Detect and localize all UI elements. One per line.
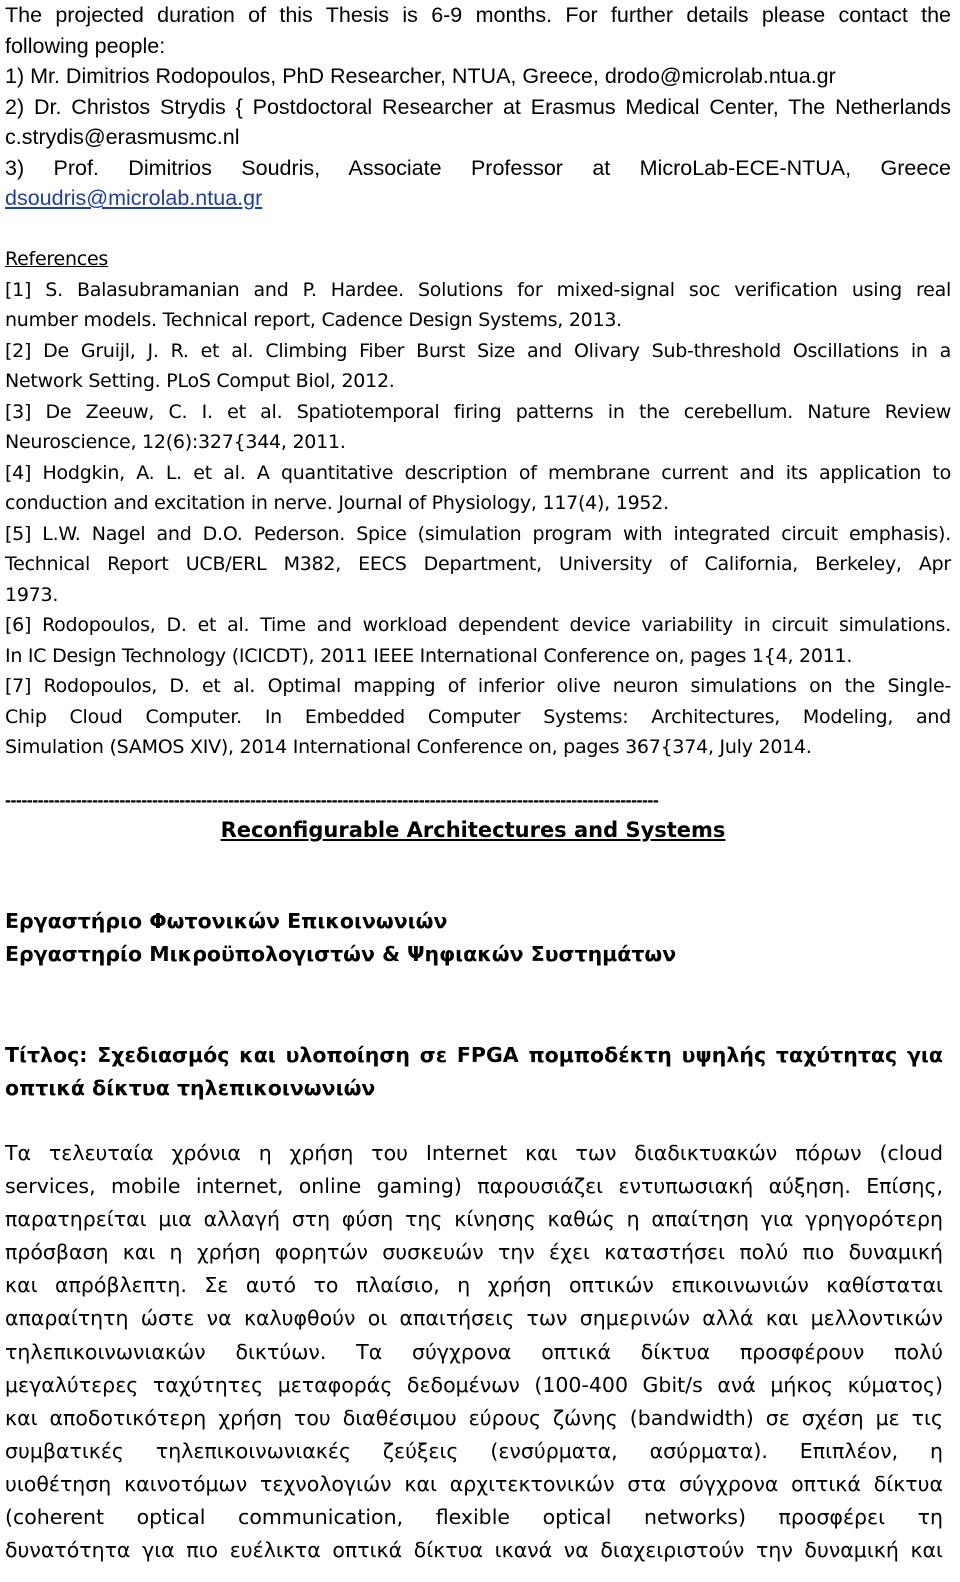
body-line: πρόσβαση και η χρήση φορητών συσκευών την έχει καταστήσει πολύ πιο δυναμική <box>5 1240 943 1265</box>
reference-line: [2] De Gruijl, J. R. et al. Climbing Fiber Burst Size and Olivary Sub-threshold Oscillations in a <box>5 339 951 362</box>
reference-line: [7] Rodopoulos, D. et al. Optimal mapping of inferior olive neuron simulations on the Single- <box>5 675 951 697</box>
thesis-title-line: Τίτλος: Σχεδιασμός και υλοποίηση σε FPGA πομποδέκτη υψηλής ταχύτητας για <box>5 1043 943 1067</box>
references-heading: References <box>5 248 109 270</box>
contact-person-3-email-link[interactable]: dsoudris@microlab.ntua.gr <box>5 186 263 210</box>
body-line: μεγαλύτερες ταχύτητες μεταφοράς δεδομένων (100-400 Gbit/s ανά μήκος κύματος) <box>5 1372 943 1397</box>
contact-section <box>5 0 951 214</box>
thesis-title-line: οπτικά δίκτυα τηλεπικοινωνιών <box>5 1076 376 1100</box>
reference-line: conduction and excitation in nerve. Journal of Physiology, 117(4), 1952. <box>5 492 669 514</box>
reference-line: Neuroscience, 12(6):327{344, 2011. <box>5 431 346 453</box>
body-line: απαραίτητη ώστε να καλυφθούν οι απαιτήσεις των σημερινών αλλά και μελλοντικών <box>5 1306 943 1331</box>
reference-line: Simulation (SAMOS XIV), 2014 International Conference on, pages 367{374, July 2014. <box>5 736 812 758</box>
document-page <box>5 0 951 763</box>
body-line: και απρόβλεπτη. Σε αυτό το πλαίσιο, η χρήση οπτικών επικοινωνιών καθίσταται <box>5 1273 943 1298</box>
contact-person-3: 3) Prof. Dimitrios Soudris, Associate Professor at MicroLab-ECE-NTUA, Greece <box>5 155 951 180</box>
thesis-title <box>5 1039 943 1105</box>
labs-block <box>5 905 676 971</box>
contact-person-2: 2) Dr. Christos Strydis { Postdoctoral Researcher at Erasmus Medical Center, The Netherlands <box>5 94 951 119</box>
reference-line: [6] Rodopoulos, D. et al. Time and workload dependent device variability in circuit simulations. <box>5 614 951 636</box>
section-title: Reconfigurable Architectures and Systems <box>220 818 726 842</box>
body-line: και αποδοτικότερη χρήση του διαθέσιμου εύρους ζώνης (bandwidth) σε σχέση με τις <box>5 1405 943 1430</box>
reference-line: number models. Technical report, Cadence Design Systems, 2013. <box>5 309 622 331</box>
body-line: συμβατικές τηλεπικοινωνιακές ζεύξεις (ενσύρματα, ασύρματα). Επιπλέον, η <box>5 1438 943 1463</box>
body-line: services, mobile internet, online gaming) παρουσιάζει εντυπωσιακή αύξηση. Επίσης, <box>5 1174 943 1199</box>
contact-person-1: 1) Mr. Dimitrios Rodopoulos, PhD Researcher, NTUA, Greece, drodo@microlab.ntua.gr <box>5 64 836 88</box>
reference-line: Chip Cloud Computer. In Embedded Computer Systems: Architectures, Modeling, and <box>5 705 951 728</box>
reference-line: [4] Hodgkin, A. L. et al. A quantitative description of membrane current and its application to <box>5 461 951 484</box>
section-divider: ------------------------------------------------------------------------------------------------------------------------ <box>5 790 659 810</box>
body-line: Τα τελευταία χρόνια η χρήση του Internet και των διαδικτυακών πόρων (cloud <box>5 1141 943 1165</box>
body-line: δυνατότητα για πιο ευέλικτα οπτικά δίκτυα ικανά να διαχειριστούν την δυναμική και <box>5 1538 943 1563</box>
contact-intro-line: The projected duration of this Thesis is 6-9 months. For further details please contact the <box>5 3 951 27</box>
contact-intro-line: following people: <box>5 33 166 58</box>
reference-line: Network Setting. PLoS Comput Biol, 2012. <box>5 370 395 392</box>
reference-line: In IC Design Technology (ICICDT), 2011 IEEE International Conference on, pages 1{4, 2011. <box>5 644 853 667</box>
lab-name: Εργαστηρίο Μικροϋπολογιστών & Ψηφιακών Συστημάτων <box>5 942 677 966</box>
reference-line: [3] De Zeeuw, C. I. et al. Spatiotemporal firing patterns in the cerebellum. Nature Review <box>5 400 951 423</box>
body-line: (coherent optical communication, flexible optical networks) προσφέρει τη <box>5 1505 943 1530</box>
reference-line: [1] S. Balasubramanian and P. Hardee. Solutions for mixed-signal soc verification using real <box>5 278 951 301</box>
reference-line: [5] L.W. Nagel and D.O. Pederson. Spice (simulation program with integrated circuit emphasis). <box>5 522 951 545</box>
reference-line: 1973. <box>5 583 59 606</box>
reference-line: Technical Report UCB/ERL M382, EECS Department, University of California, Berkeley, Apr <box>5 553 951 575</box>
lab-name: Εργαστήριο Φωτονικών Επικοινωνιών <box>5 909 448 933</box>
body-line: παρατηρείται μια αλλαγή στη φύση της κίνησης καθώς η απαίτηση για γρηγορότερη <box>5 1207 943 1232</box>
body-line: τηλεπικοινωνιακών δικτύων. Τα σύγχρονα οπτικά δίκτυα προσφέρουν πολύ <box>5 1339 943 1364</box>
thesis-description <box>5 1137 943 1567</box>
contact-person-2-email: c.strydis@erasmusmc.nl <box>5 125 240 149</box>
body-line: υιοθέτηση καινοτόμων τεχνολογιών και αρχιτεκτονικών στα σύγχρονα οπτικά δίκτυα <box>5 1471 943 1496</box>
references-section <box>5 244 951 763</box>
